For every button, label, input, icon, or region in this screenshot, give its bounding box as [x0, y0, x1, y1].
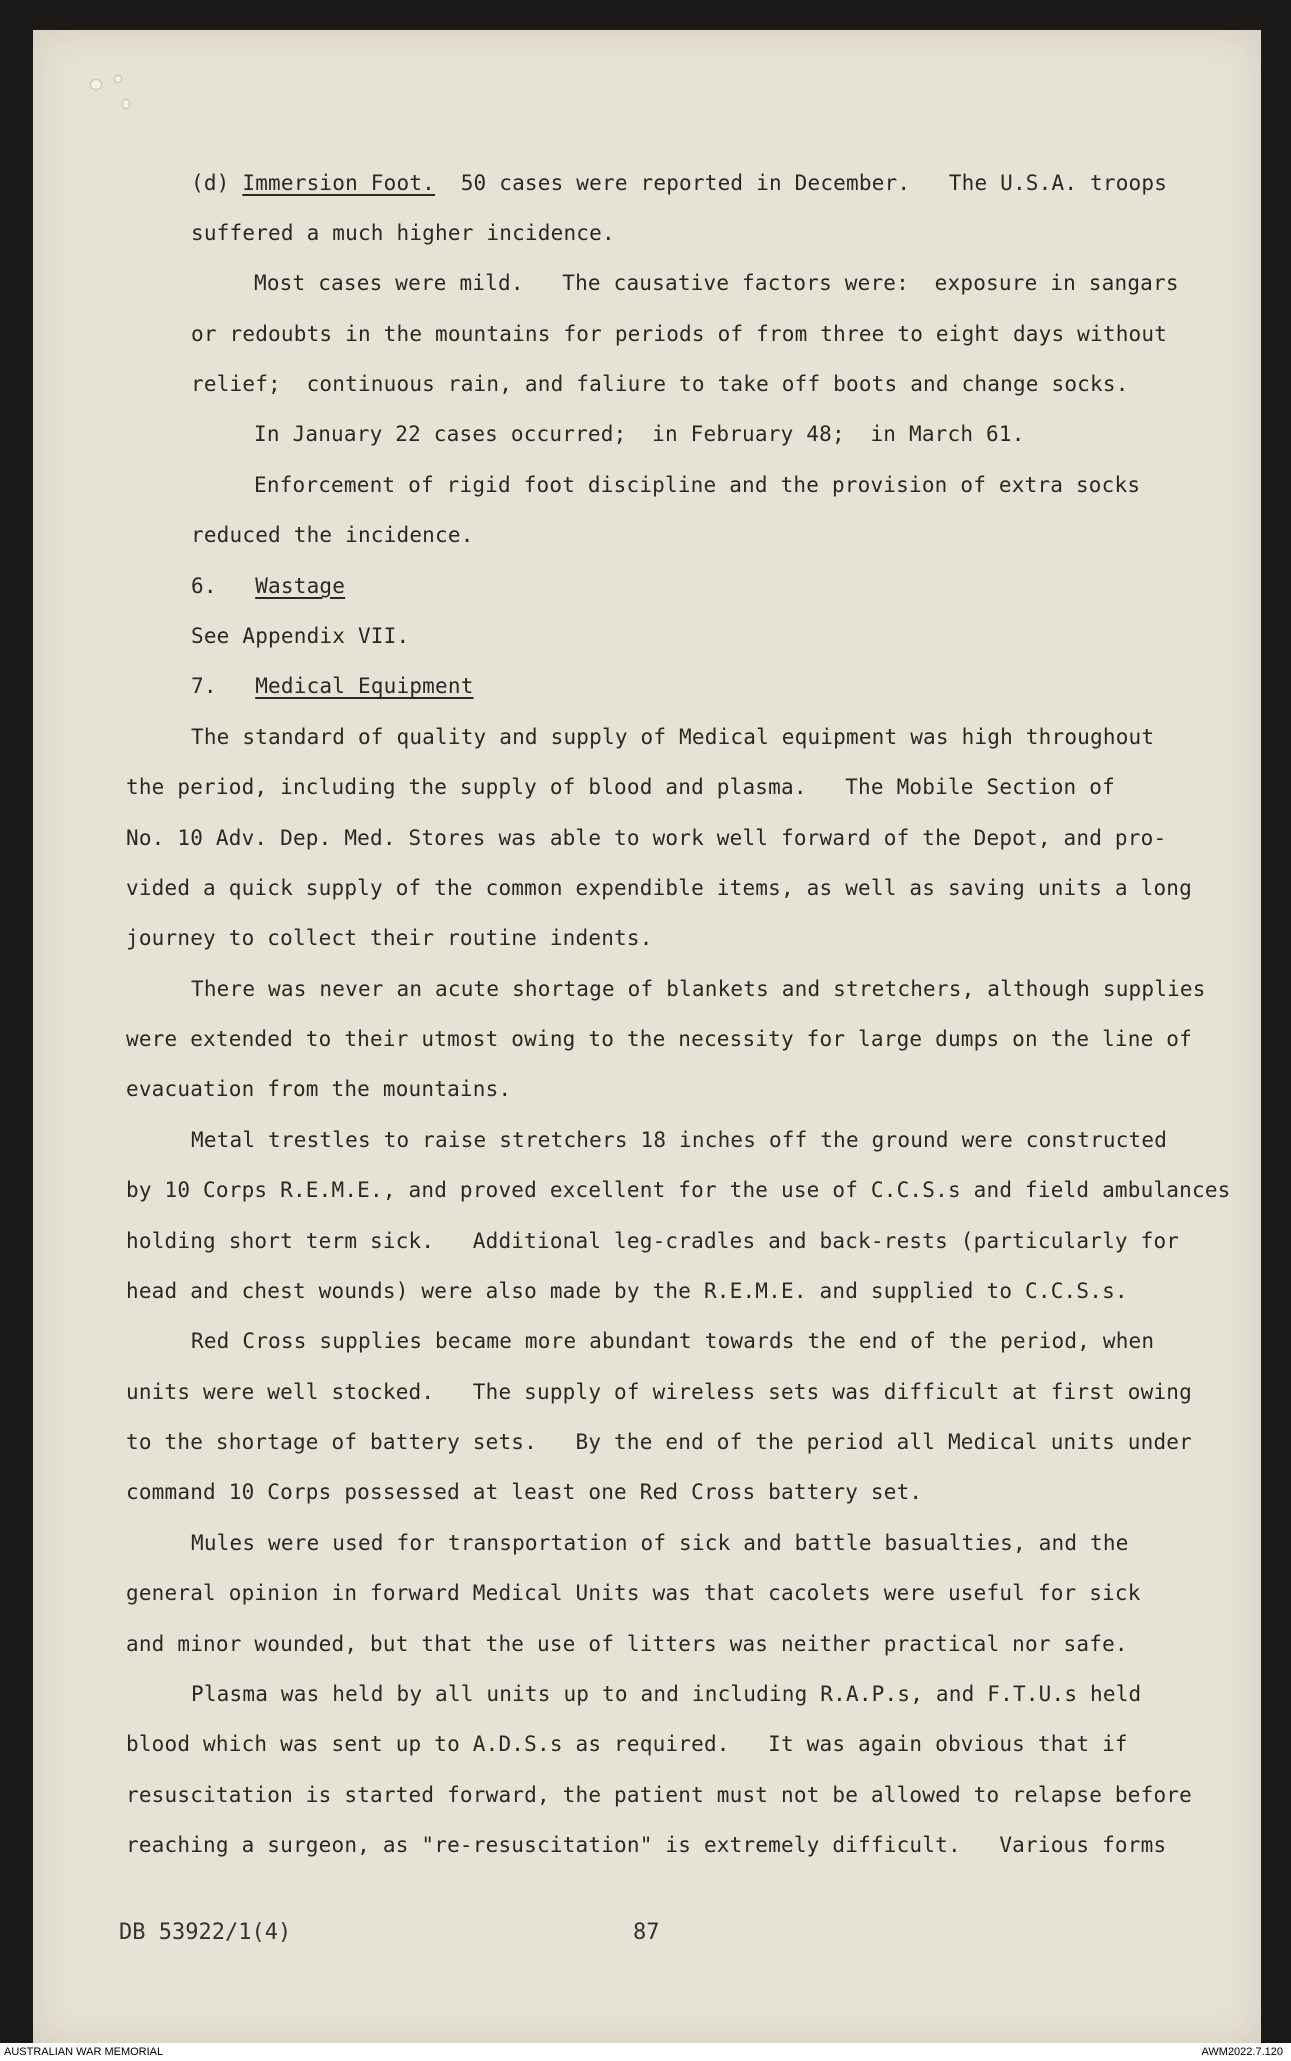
section-number: 7.	[191, 674, 217, 698]
section-6-heading	[191, 573, 345, 599]
text-line: by 10 Corps R.E.M.E., and proved excellent for the use of C.C.S.s and field ambulances	[126, 1178, 1231, 1202]
wastage-heading: Wastage	[255, 574, 346, 598]
text-line: evacuation from the mountains.	[126, 1077, 512, 1101]
text-line: holding short term sick. Additional leg-cradles and back-rests (particularly for	[126, 1229, 1180, 1253]
section-number: 6.	[191, 574, 217, 598]
text-line: to the shortage of battery sets. By the end of the period all Medical units under	[126, 1430, 1192, 1454]
text-line: or redoubts in the mountains for periods of from three to eight days without	[191, 322, 1168, 346]
archive-name: AUSTRALIAN WAR MEMORIAL	[4, 2046, 164, 2058]
text-line: Metal trestles to raise stretchers 18 inches off the ground were constructed	[191, 1128, 1168, 1152]
text-line: Enforcement of rigid foot discipline and the provision of extra socks	[254, 473, 1141, 497]
immersion-foot-heading: Immersion Foot.	[242, 171, 436, 195]
text-line: The standard of quality and supply of Medical equipment was high throughout	[191, 725, 1155, 749]
archive-reference: AWM2022.7.120	[1201, 2046, 1283, 2058]
text-line: head and chest wounds) were also made by the R.E.M.E. and supplied to C.C.S.s.	[126, 1279, 1128, 1303]
paragraph-text: 50 cases were reported in December. The U.S.A. troops	[435, 171, 1168, 195]
text-line: In January 22 cases occurred; in February 48; in March 61.	[254, 422, 1025, 446]
document-page	[33, 30, 1261, 2043]
text-line: Most cases were mild. The causative factors were: exposure in sangars	[254, 271, 1179, 295]
text-line: command 10 Corps possessed at least one Red Cross battery set.	[126, 1480, 923, 1504]
document-body	[33, 30, 1261, 2043]
text-line: reduced the incidence.	[191, 523, 474, 547]
text-line: Mules were used for transportation of sick and battle basualties, and the	[191, 1531, 1129, 1555]
text-line: journey to collect their routine indents.	[126, 926, 653, 950]
text-line: relief; continuous rain, and faliure to take off boots and change socks.	[191, 372, 1129, 396]
text-line: general opinion in forward Medical Units was that cacolets were useful for sick	[126, 1581, 1141, 1605]
text-line: the period, including the supply of blood and plasma. The Mobile Section of	[126, 775, 1115, 799]
text-line: reaching a surgeon, as "re-resuscitation" is extremely difficult. Various forms	[126, 1833, 1167, 1857]
text-line: blood which was sent up to A.D.S.s as required. It was again obvious that if	[126, 1732, 1128, 1756]
paragraph-d-line-1	[191, 170, 1167, 196]
paragraph-label: (d)	[191, 171, 243, 195]
document-code: DB 53922/1(4)	[119, 1920, 292, 1945]
page-number: 87	[633, 1920, 660, 1945]
text-line: resuscitation is started forward, the patient must not be allowed to relapse before	[126, 1783, 1192, 1807]
text-line: There was never an acute shortage of blankets and stretchers, although supplies	[191, 977, 1206, 1001]
text-line: Red Cross supplies became more abundant towards the end of the period, when	[191, 1329, 1155, 1353]
text-line: See Appendix VII.	[191, 624, 410, 648]
medical-equipment-heading: Medical Equipment	[255, 674, 474, 698]
text-line: were extended to their utmost owing to the necessity for large dumps on the line of	[126, 1027, 1192, 1051]
section-7-heading	[191, 673, 474, 699]
text-line: Plasma was held by all units up to and including R.A.P.s, and F.T.U.s held	[191, 1682, 1142, 1706]
text-line: units were well stocked. The supply of wireless sets was difficult at first owing	[126, 1380, 1192, 1404]
text-line: No. 10 Adv. Dep. Med. Stores was able to work well forward of the Depot, and pro-	[126, 826, 1167, 850]
archive-caption-bar	[0, 2043, 1291, 2061]
text-line: suffered a much higher incidence.	[191, 221, 615, 245]
text-line: vided a quick supply of the common expendible items, as well as saving units a long	[126, 876, 1192, 900]
text-line: and minor wounded, but that the use of litters was neither practical nor safe.	[126, 1632, 1128, 1656]
